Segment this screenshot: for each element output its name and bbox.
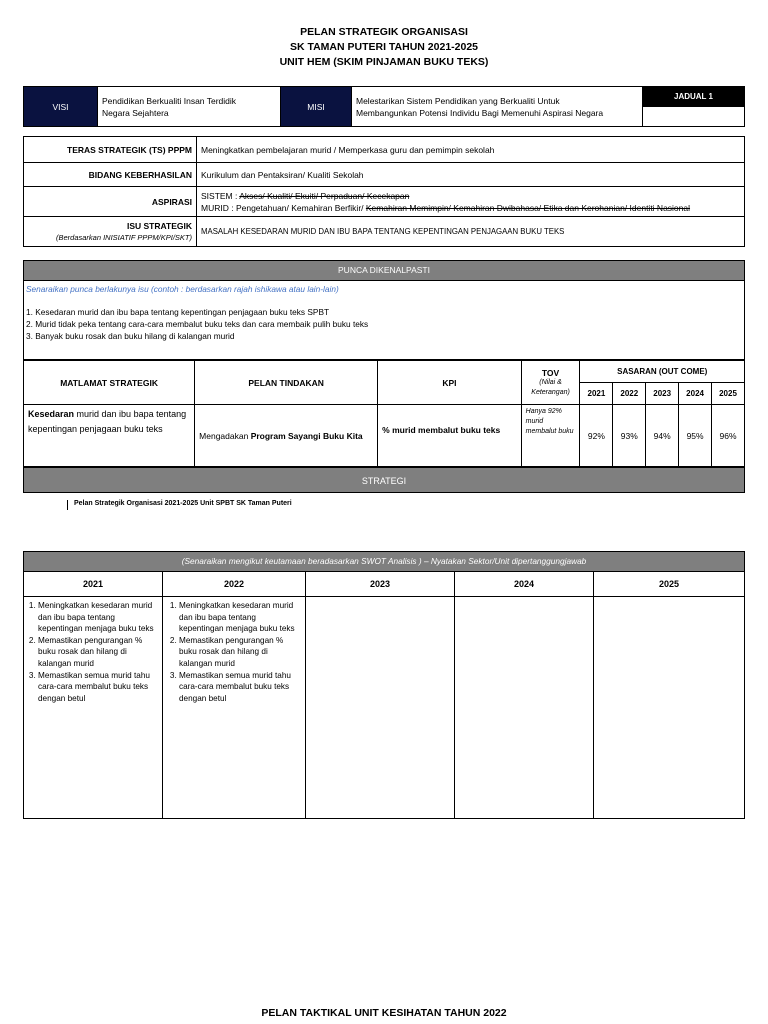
jadual-label: JADUAL 1	[643, 87, 745, 107]
visi-label: VISI	[24, 87, 98, 127]
misi-text: Melestarikan Sistem Pendidikan yang Berkualiti Untuk Membangunkan Potensi Individu Bagi Memenuhi Aspirasi Negara	[352, 87, 643, 127]
bidang-value: Kurikulum dan Pentaksiran/ Kualiti Sekolah	[197, 163, 745, 187]
swot-year-2024: 2024	[455, 572, 593, 597]
swot-col-2024	[455, 572, 594, 819]
info-table	[23, 136, 745, 247]
aspirasi-value: SISTEM : Akses/ Kualiti/ Ekuiti/ Perpaduan/ Kecekapan MURID : Pengetahuan/ Kemahiran Berfikir/ Kemahiran Memimpin/ Kemahiran Dwibahasa/ Etika dan Kerohanian/ Identiti Nasional	[197, 187, 745, 217]
list-item: 1. Meningkatkan kesedaran murid dan ibu bapa tentang kepentingan menjaga buku teks	[38, 600, 156, 635]
matlamat-table	[23, 360, 745, 467]
swot-col-2021	[24, 572, 163, 819]
swot-col-2022	[163, 572, 306, 819]
swot-box	[23, 551, 745, 819]
year-2024: 2024	[679, 383, 712, 405]
bidang-label: BIDANG KEBERHASILAN	[24, 163, 197, 187]
list-item: 1. Meningkatkan kesedaran murid dan ibu bapa tentang kepentingan menjaga buku teks	[179, 600, 299, 635]
target-2021: 92%	[580, 405, 613, 467]
header-line1: PELAN STRATEGIK ORGANISASI	[300, 26, 468, 38]
swot-year-2022: 2022	[163, 572, 305, 597]
col-sasaran: SASARAN (OUT COME)	[580, 361, 745, 383]
year-2025: 2025	[712, 383, 745, 405]
visi-misi-table	[23, 86, 745, 127]
swot-instruction: (Senaraikan mengikut keutamaan beradasarkan SWOT Analisis ) – Nyatakan Sektor/Unit dipertanggungjawab	[24, 552, 744, 572]
footer-divider	[67, 500, 68, 510]
aspirasi-label: ASPIRASI	[24, 187, 197, 217]
punca-box	[23, 260, 745, 360]
col-matlamat: MATLAMAT STRATEGIK	[24, 361, 195, 405]
bottom-title: PELAN TAKTIKAL UNIT KESIHATAN TAHUN 2022	[261, 1007, 507, 1019]
matlamat-cell: Kesedaran murid dan ibu bapa tentang kepentingan penjagaan buku teks	[24, 405, 195, 467]
punca-header: PUNCA DIKENALPASTI	[24, 261, 744, 281]
year-2022: 2022	[613, 383, 646, 405]
punca-item: 1. Kesedaran murid dan ibu bapa tentang kepentingan penjagaan buku teks SPBT	[26, 307, 330, 317]
list-item: 3. Memastikan semua murid tahu cara-cara membalut buku teks dengan betul	[179, 670, 299, 705]
visi-text: Pendidikan Berkualiti Insan Terdidik Negara Sejahtera	[98, 87, 281, 127]
target-2025: 96%	[712, 405, 745, 467]
footer-note: Pelan Strategik Organisasi 2021-2025 Unit SPBT SK Taman Puteri	[74, 500, 292, 507]
swot-list-2021	[24, 597, 162, 704]
isu-label: ISU STRATEGIK (Berdasarkan INISIATIF PPPM/KPI/SKT)	[24, 217, 197, 247]
list-item: 2. Memastikan pengurangan % buku rosak dan hilang di kalangan murid	[38, 635, 156, 670]
col-pelan: PELAN TINDAKAN	[195, 361, 378, 405]
swot-year-2021: 2021	[24, 572, 162, 597]
misi-label: MISI	[281, 87, 352, 127]
col-tov: TOV (Nilai & Keterangan)	[521, 361, 580, 405]
swot-col-2023	[306, 572, 455, 819]
punca-instruction: Senaraikan punca berlakunya isu (contoh : berdasarkan rajah ishikawa atau lain-lain)	[26, 284, 339, 294]
swot-col-2025	[594, 572, 744, 819]
punca-list	[24, 294, 744, 342]
swot-year-2023: 2023	[306, 572, 454, 597]
swot-list-2022	[163, 597, 305, 704]
tov-cell: Hanya 92% murid membalut buku	[521, 405, 580, 467]
jadual-value	[643, 107, 745, 127]
punca-item: 3. Banyak buku rosak dan buku hilang di kalangan murid	[26, 331, 235, 341]
teras-label: TERAS STRATEGIK (TS) PPPM	[24, 137, 197, 163]
isu-value: MASALAH KESEDARAN MURID DAN IBU BAPA TENTANG KEPENTINGAN PENJAGAAN BUKU TEKS	[197, 217, 745, 247]
target-2022: 93%	[613, 405, 646, 467]
target-2023: 94%	[646, 405, 679, 467]
list-item: 3. Memastikan semua murid tahu cara-cara membalut buku teks dengan betul	[38, 670, 156, 705]
header-line3: UNIT HEM (SKIM PINJAMAN BUKU TEKS)	[279, 56, 489, 68]
kpi-cell: % murid membalut buku teks	[378, 405, 521, 467]
teras-value: Meningkatkan pembelajaran murid / Memperkasa guru dan pemimpin sekolah	[197, 137, 745, 163]
year-2023: 2023	[646, 383, 679, 405]
header-line2: SK TAMAN PUTERI TAHUN 2021-2025	[289, 41, 479, 53]
pelan-cell: Mengadakan Program Sayangi Buku Kita	[195, 405, 378, 467]
target-2024: 95%	[679, 405, 712, 467]
swot-year-2025: 2025	[594, 572, 744, 597]
strategi-header: STRATEGI	[23, 467, 745, 493]
col-kpi: KPI	[378, 361, 521, 405]
punca-item: 2. Murid tidak peka tentang cara-cara membalut buku teks dan cara membaik pulih buku teks	[26, 319, 369, 329]
list-item: 2. Memastikan pengurangan % buku rosak dan hilang di kalangan murid	[179, 635, 299, 670]
year-2021: 2021	[580, 383, 613, 405]
swot-columns	[24, 572, 744, 819]
